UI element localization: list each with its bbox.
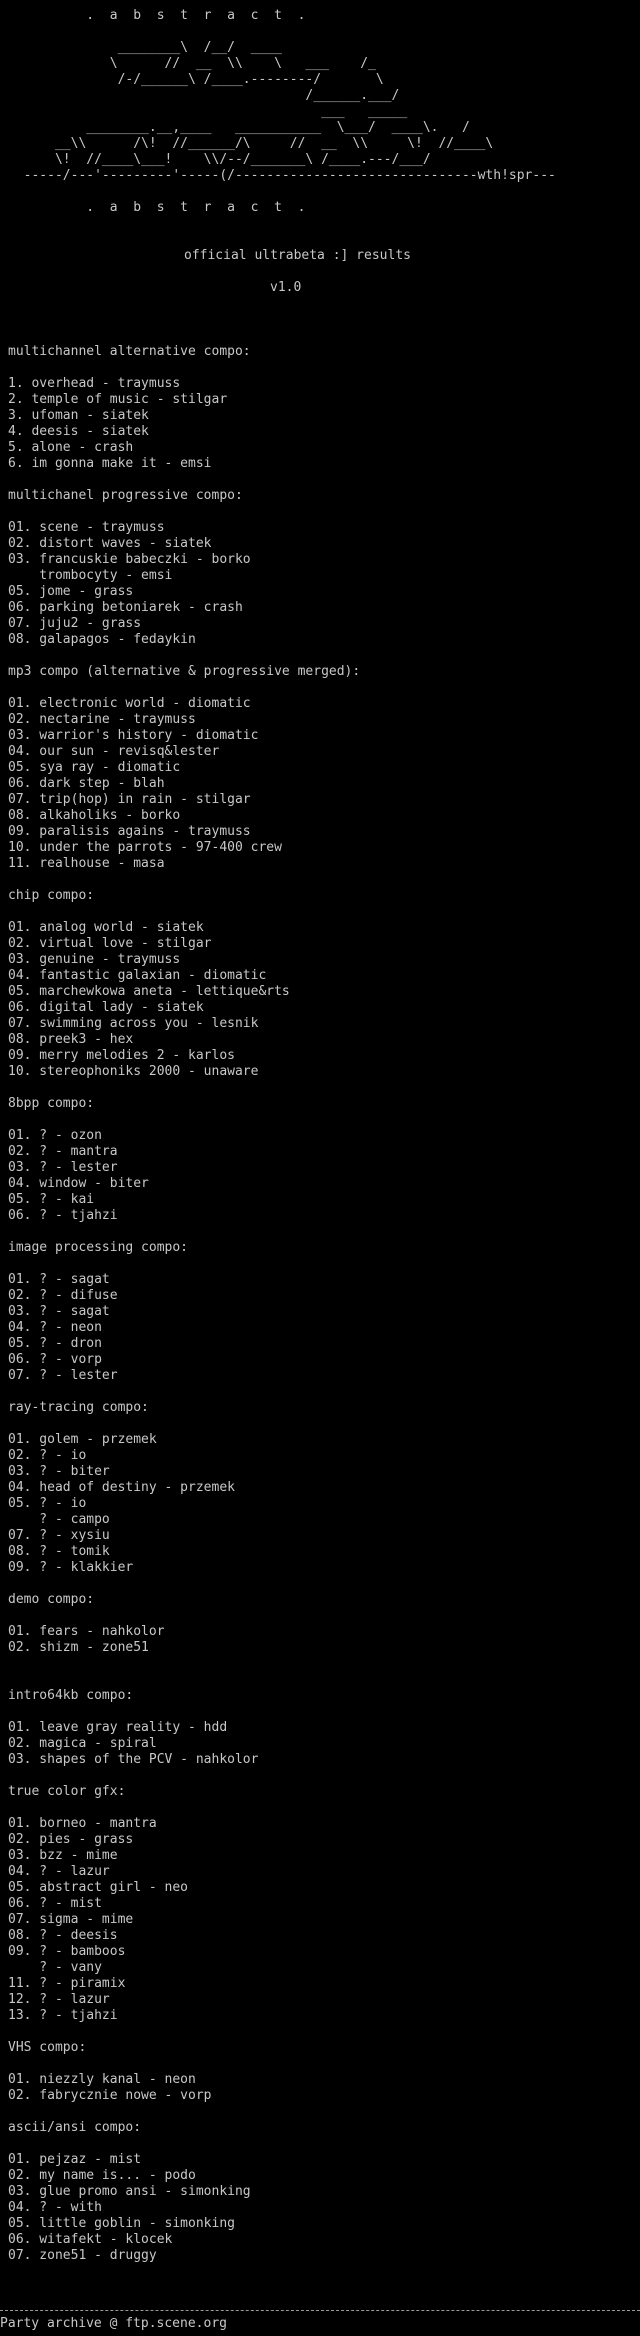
result-entry: 02. fabrycznie nowe - vorp (8, 2088, 212, 2103)
result-entry: 05. ? - kai (8, 1192, 95, 1207)
logo-art-line: \! //____\___! \\/--/_______\ /____.---/___/ (8, 152, 431, 167)
blank-line (8, 296, 640, 312)
result-entry: 03. genuine - traymuss (8, 952, 181, 967)
result-entry: 06. digital lady - siatek (8, 1000, 204, 1015)
result-entry: 06. ? - tjahzi (8, 1208, 118, 1223)
result-entry: 02. ? - difuse (8, 1288, 118, 1303)
result-entry: 04. fantastic galaxian - diomatic (8, 968, 267, 983)
result-entry: 09. ? - klakkier (8, 1560, 134, 1575)
result-entry: 01. ? - ozon (8, 1128, 102, 1143)
result-entry: 01. electronic world - diomatic (8, 696, 251, 711)
result-entry: 4. deesis - siatek (8, 424, 149, 439)
blank-line (8, 2104, 640, 2120)
result-entry: 02. my name is... - podo (8, 2168, 196, 2183)
page-title: official ultrabeta :] results (184, 248, 411, 263)
result-entry: 10. stereophoniks 2000 - unaware (8, 1064, 259, 1079)
logo-art-line: ________\ /__/ ____ (8, 40, 282, 55)
blank-line (8, 2264, 640, 2280)
blank-line (8, 872, 640, 888)
result-entry: 07. zone51 - druggy (8, 2248, 157, 2263)
blank-line (8, 1800, 640, 1816)
section-title: intro64kb compo: (8, 1688, 134, 1703)
blank-line (8, 1384, 640, 1400)
section-title: multichanel progressive compo: (8, 488, 243, 503)
result-entry: 02. ? - mantra (8, 1144, 118, 1159)
section-title: mp3 compo (alternative & progressive merged): (8, 664, 361, 679)
result-entry: 09. ? - bamboos (8, 1944, 126, 1959)
logo-art-line: /-/______\ /____.--------/ \ (8, 72, 384, 87)
blank-line (8, 1416, 640, 1432)
blank-line (8, 216, 640, 232)
blank-line (8, 232, 640, 248)
blank-line (8, 1224, 640, 1240)
result-entry: 07. juju2 - grass (8, 616, 142, 631)
blank-line (8, 1672, 640, 1688)
logo-art-line: . a b s t r a c t . (8, 8, 306, 23)
result-entry: 03. warrior's history - diomatic (8, 728, 259, 743)
result-entry: 08. alkaholiks - borko (8, 808, 181, 823)
blank-line (8, 472, 640, 488)
result-entry: 06. ? - vorp (8, 1352, 102, 1367)
blank-line (8, 184, 640, 200)
logo-art-line: -----/---'---------'-----(/-------------------------------wth!spr--- (8, 168, 556, 183)
blank-line (8, 1768, 640, 1784)
blank-line (8, 1112, 640, 1128)
result-entry: trombocyty - emsi (8, 568, 173, 583)
result-entry: 07. ? - xysiu (8, 1528, 110, 1543)
result-entry: 04. ? - lazur (8, 1864, 110, 1879)
logo-text-bottom: . a b s t r a c t . (8, 200, 306, 215)
result-entry: 01. fears - nahkolor (8, 1624, 165, 1639)
result-entry: 02. shizm - zone51 (8, 1640, 149, 1655)
result-entry: 03. glue promo ansi - simonking (8, 2184, 251, 2199)
result-entry: 06. witafekt - klocek (8, 2232, 173, 2247)
blank-line (8, 648, 640, 664)
section-title: demo compo: (8, 1592, 95, 1607)
logo-art-line (8, 24, 640, 40)
result-entry: 01. ? - sagat (8, 1272, 110, 1287)
logo-art-line: \ // __ \\ \ ___ /_ (8, 56, 376, 71)
result-entry: 04. our sun - revisq&lester (8, 744, 220, 759)
footer-archive-note: Party archive @ ftp.scene.org (0, 2316, 227, 2331)
blank-line (8, 1608, 640, 1624)
blank-line (8, 1656, 640, 1672)
result-entry: 05. jome - grass (8, 584, 134, 599)
result-entry: 02. virtual love - stilgar (8, 936, 212, 951)
version-label: v1.0 (270, 280, 302, 295)
result-entry: 10. under the parrots - 97-400 crew (8, 840, 282, 855)
result-entry: 04. window - biter (8, 1176, 149, 1191)
blank-line (8, 1256, 640, 1272)
blank-line (8, 328, 640, 344)
result-entry: 05. sya ray - diomatic (8, 760, 181, 775)
result-entry: 05. little goblin - simonking (8, 2216, 235, 2231)
result-entry: 01. niezzly kanal - neon (8, 2072, 196, 2087)
result-entry: 03. ? - lester (8, 1160, 118, 1175)
result-entry: 03. shapes of the PCV - nahkolor (8, 1752, 259, 1767)
result-entry: 01. scene - traymuss (8, 520, 165, 535)
result-entry: 02. magica - spiral (8, 1736, 157, 1751)
blank-line (8, 360, 640, 376)
result-entry: 08. preek3 - hex (8, 1032, 134, 1047)
section-title: true color gfx: (8, 1784, 126, 1799)
logo-art-line: ________.__,____ ___________ \___/ ____\. / (8, 120, 470, 135)
blank-line (8, 2024, 640, 2040)
result-entry: 08. galapagos - fedaykin (8, 632, 196, 647)
result-entry: 05. abstract girl - neo (8, 1880, 189, 1895)
result-entry: 01. pejzaz - mist (8, 2152, 142, 2167)
result-entry: 02. pies - grass (8, 1832, 134, 1847)
result-entry: 12. ? - lazur (8, 1992, 110, 2007)
blank-line (8, 2056, 640, 2072)
result-entry: 01. golem - przemek (8, 1432, 157, 1447)
result-entry: 04. head of destiny - przemek (8, 1480, 235, 1495)
blank-line (8, 504, 640, 520)
blank-line (8, 264, 640, 280)
result-entry: 06. dark step - blah (8, 776, 165, 791)
section-title: 8bpp compo: (8, 1096, 95, 1111)
result-entry: ? - vany (8, 1960, 102, 1975)
result-entry: 04. ? - with (8, 2200, 102, 2215)
result-entry: 01. analog world - siatek (8, 920, 204, 935)
result-entry: 06. ? - mist (8, 1896, 102, 1911)
result-entry: 02. nectarine - traymuss (8, 712, 196, 727)
section-title: ascii/ansi compo: (8, 2120, 142, 2135)
result-entry: 04. ? - neon (8, 1320, 102, 1335)
blank-line (8, 904, 640, 920)
results-text-document (8, 8, 640, 2280)
result-entry: 11. ? - piramix (8, 1976, 126, 1991)
result-entry: 03. francuskie babeczki - borko (8, 552, 251, 567)
result-entry: 05. ? - io (8, 1496, 87, 1511)
blank-line (8, 1080, 640, 1096)
result-entry: 01. borneo - mantra (8, 1816, 157, 1831)
result-entry: 05. ? - dron (8, 1336, 102, 1351)
result-entry: 6. im gonna make it - emsi (8, 456, 212, 471)
result-entry: 07. sigma - mime (8, 1912, 134, 1927)
result-entry: 03. ? - biter (8, 1464, 110, 1479)
result-entry: 03. ? - sagat (8, 1304, 110, 1319)
section-title: multichannel alternative compo: (8, 344, 251, 359)
result-entry: 09. paralisis agains - traymuss (8, 824, 251, 839)
section-title: chip compo: (8, 888, 95, 903)
logo-art-line: ___ _____ (8, 104, 408, 119)
result-entry: 1. overhead - traymuss (8, 376, 181, 391)
result-entry: 02. distort waves - siatek (8, 536, 212, 551)
result-entry: 08. ? - tomik (8, 1544, 110, 1559)
result-entry: 11. realhouse - masa (8, 856, 165, 871)
result-entry: 05. marchewkowa aneta - lettique&rts (8, 984, 290, 999)
result-entry: 02. ? - io (8, 1448, 87, 1463)
result-entry: ? - campo (8, 1512, 110, 1527)
result-entry: 3. ufoman - siatek (8, 408, 149, 423)
result-entry: 08. ? - deesis (8, 1928, 118, 1943)
blank-line (8, 1576, 640, 1592)
section-title: ray-tracing compo: (8, 1400, 149, 1415)
section-title: VHS compo: (8, 2040, 87, 2055)
result-entry: 07. trip(hop) in rain - stilgar (8, 792, 251, 807)
section-title: image processing compo: (8, 1240, 189, 1255)
result-entry: 5. alone - crash (8, 440, 134, 455)
blank-line (8, 312, 640, 328)
logo-art-line: /______.___/ (8, 88, 400, 103)
logo-art-line: __\\ /\! //______/\ // __ \\ \! //____\ (8, 136, 494, 151)
result-entry: 03. bzz - mime (8, 1848, 118, 1863)
result-entry: 09. merry melodies 2 - karlos (8, 1048, 235, 1063)
footer-divider (0, 2310, 640, 2311)
result-entry: 06. parking betoniarek - crash (8, 600, 243, 615)
blank-line (8, 2136, 640, 2152)
result-entry: 2. temple of music - stilgar (8, 392, 228, 407)
result-entry: 13. ? - tjahzi (8, 2008, 118, 2023)
result-entry: 07. ? - lester (8, 1368, 118, 1383)
blank-line (8, 1704, 640, 1720)
result-entry: 01. leave gray reality - hdd (8, 1720, 228, 1735)
blank-line (8, 680, 640, 696)
result-entry: 07. swimming across you - lesnik (8, 1016, 259, 1031)
